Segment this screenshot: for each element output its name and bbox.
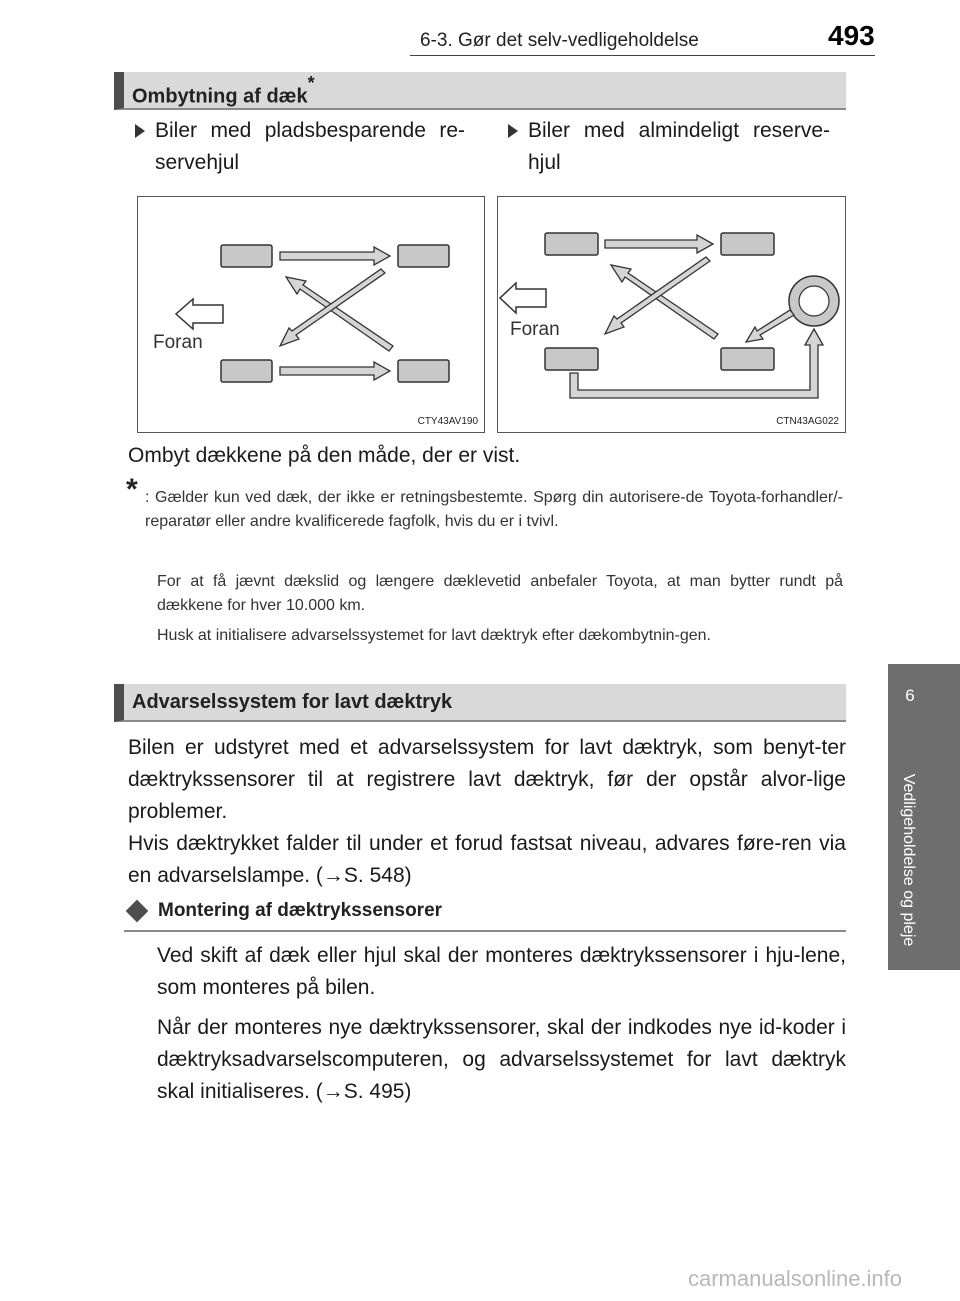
front-direction-arrow-icon (500, 283, 546, 313)
tpms-paragraph-1: Bilen er udstyret med et advarselssystem for lavt dæktryk, som benyt-ter dæktrykssensorer til at registrere lavt dæktryk, før der opstår alvor-lige problemer. (128, 736, 846, 823)
front-direction-arrow-icon (176, 299, 223, 329)
section-breadcrumb: 6-3. Gør det selv-vedligeholdelse (420, 30, 699, 51)
section-title-mark: * (307, 73, 315, 93)
tpms-paragraph-2: Hvis dæktrykket falder til under et forud fastsat niveau, advares føre-ren via en advarselslampe. (→S. 548) (128, 832, 846, 887)
tire-rear-left (221, 360, 272, 382)
diamond-bullet-icon (126, 900, 149, 923)
subsection-heading (124, 898, 846, 932)
section-title: Advarselssystem for lavt dæktryk (132, 691, 453, 713)
sensor-paragraph-2: Når der monteres nye dæktrykssensorer, skal der indkodes nye id-koder i dæktryksadvarselscomputeren, og advarselssystemet for lavt dæktryk skal initialiseres. (→S. 495) (157, 1016, 846, 1103)
section-title-wrap (132, 73, 315, 109)
chapter-number: 6 (905, 686, 915, 705)
figure-compact-spare (137, 196, 485, 433)
figure-caption: Ombyt dækkene på den måde, der er vist. (128, 444, 521, 467)
figure-full-spare (497, 196, 846, 433)
tire-front-right (398, 245, 449, 267)
tire-front-right (721, 233, 774, 255)
section-heading-tire-rotation (114, 72, 846, 110)
section-heading-tpms (114, 684, 846, 722)
figure-code: CTN43AG022 (776, 416, 839, 427)
chapter-label: Vedligeholdelse og pleje (900, 773, 917, 947)
rotation-diagram-full (498, 197, 845, 432)
front-label: Foran (510, 319, 560, 340)
arrow-rear-across (280, 362, 390, 380)
note-rotation-interval: For at få jævnt dækslid og længere dæklevetid anbefaler Toyota, at man bytter rundt på dækkene for hver 10.000 km. (157, 573, 843, 614)
option-left-text: Biler med pladsbesparende re-servehjul (155, 119, 465, 174)
watermark: carmanualsonline.info (688, 1266, 903, 1291)
tire-front-left (221, 245, 272, 267)
figure-code: CTY43AV190 (417, 416, 478, 427)
arrow-rear-to-spare (570, 329, 823, 398)
tire-front-left (545, 233, 598, 255)
triangle-bullet-icon (135, 124, 145, 138)
tire-rear-left (545, 348, 598, 370)
rotation-diagram-compact (138, 197, 484, 432)
triangle-bullet-icon (508, 124, 518, 138)
front-label: Foran (153, 332, 203, 353)
footnote-text: : Gælder kun ved dæk, der ikke er retningsbestemte. Spørg din autorisere-de Toyota-forhandler/-reparatør eller andre kvalificerede fagfolk, hvis du er i tvivl. (145, 489, 843, 530)
subsection-title: Montering af dæktrykssensorer (158, 900, 443, 921)
option-right-text: Biler med almindeligt reserve-hjul (528, 119, 830, 174)
arrow-diag-up (286, 277, 393, 351)
sensor-paragraph-1: Ved skift af dæk eller hjul skal der monteres dæktrykssensorer i hju-lene, som monteres på bilen. (157, 944, 846, 999)
arrow-front-across (280, 247, 390, 265)
header-divider (410, 55, 875, 56)
arrow-diag-up (611, 265, 718, 339)
tire-rear-right (721, 348, 774, 370)
arrow-to-spare (746, 310, 794, 342)
section-title: Ombytning af dæk (132, 85, 308, 108)
option-right (528, 115, 830, 179)
note-initialize-system: Husk at initialisere advarselssystemet for lavt dæktryk efter dækombytnin-gen. (157, 627, 711, 644)
spare-tire-hub (799, 286, 829, 316)
page-number: 493 (828, 20, 875, 51)
arrow-front-across (605, 235, 713, 253)
footnote-mark: * (126, 473, 138, 506)
tire-rear-right (398, 360, 449, 382)
option-left (155, 115, 465, 179)
